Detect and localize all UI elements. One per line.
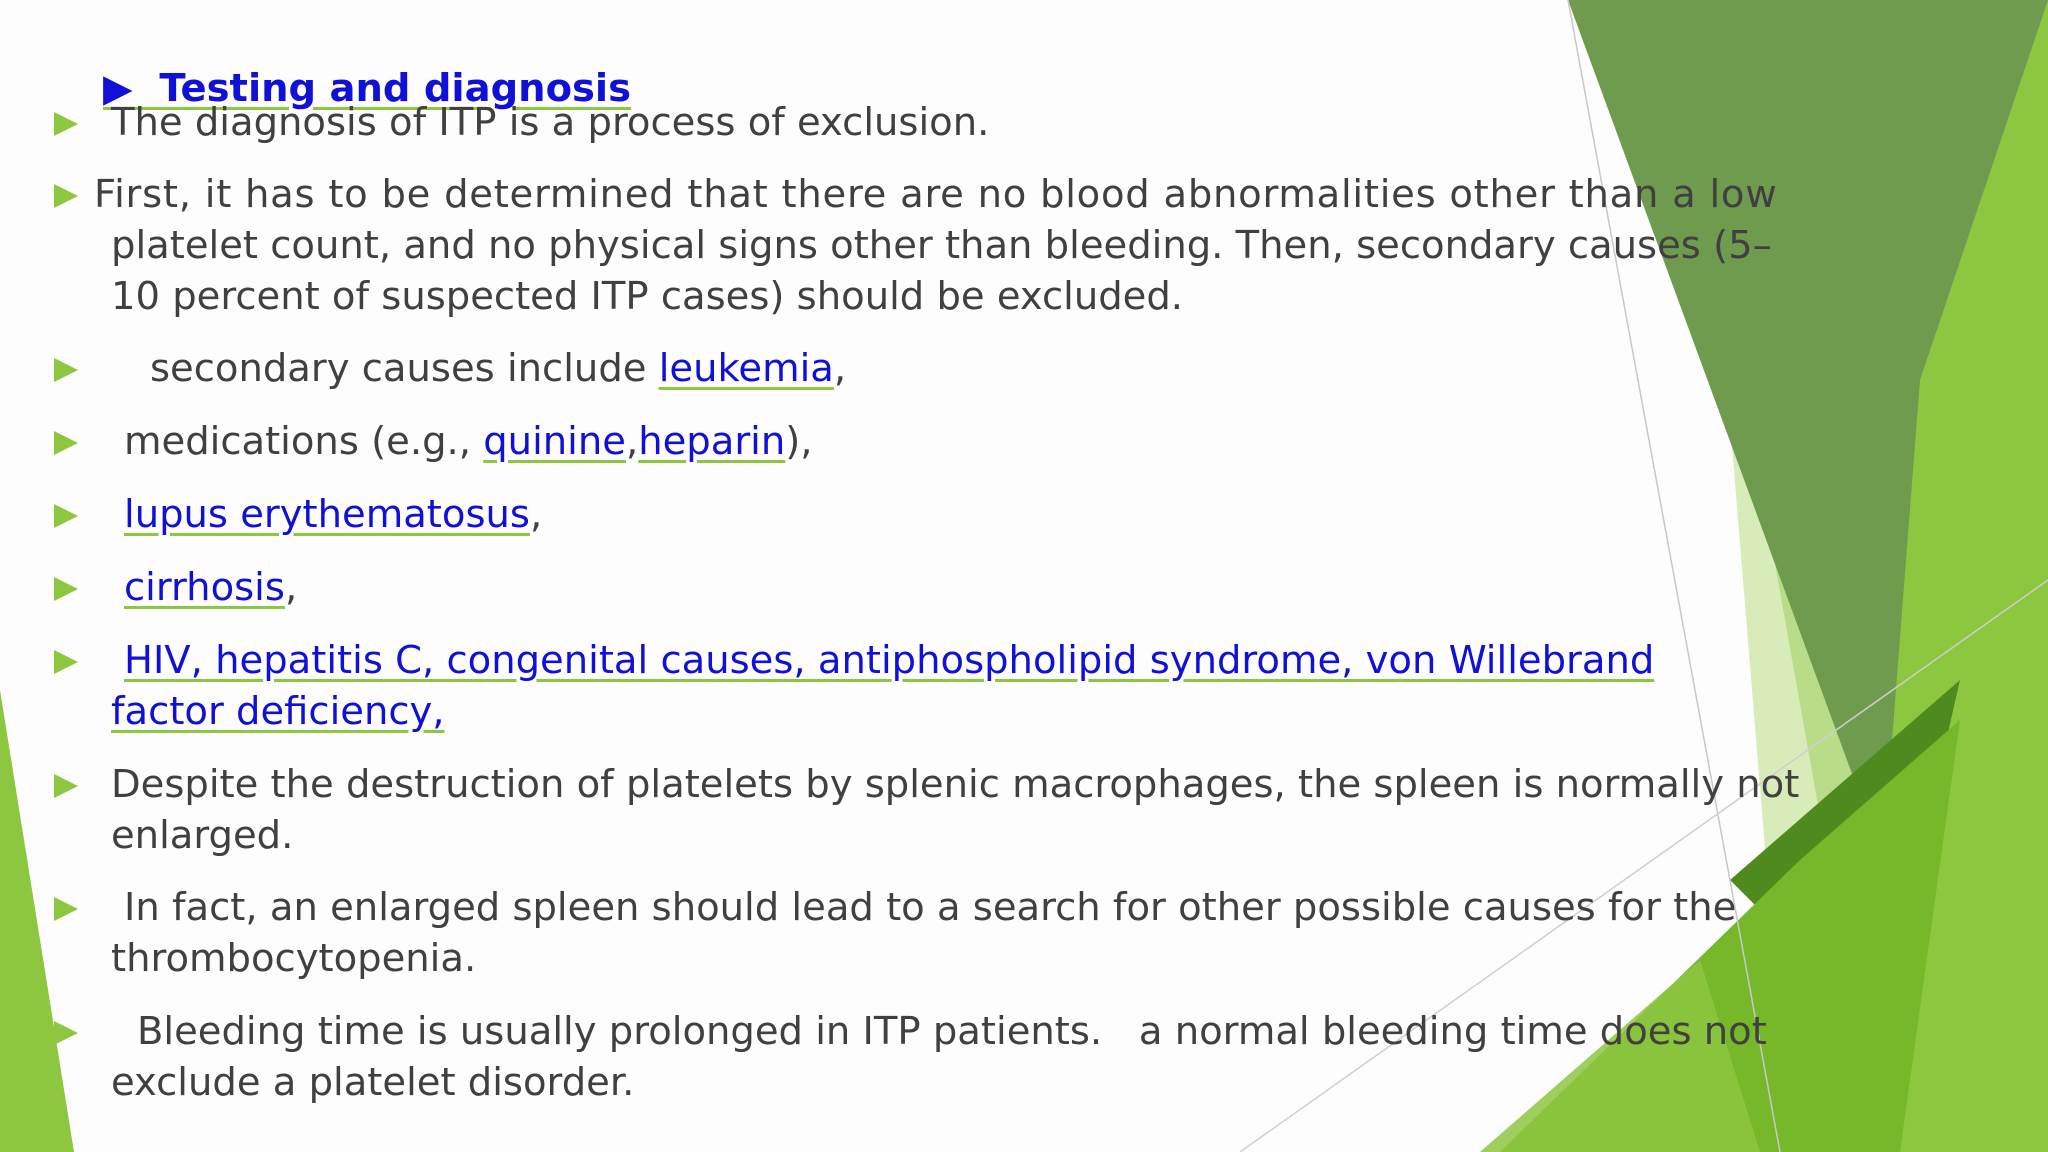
bullet-arrow-icon <box>54 774 78 798</box>
bullet-arrow-icon <box>54 1021 78 1045</box>
link-quinine[interactable]: quinine <box>483 419 626 464</box>
item-spleen-line-2: enlarged. <box>111 813 294 858</box>
bullet-arrow-icon <box>54 897 78 921</box>
link-heparin[interactable]: heparin <box>638 419 786 464</box>
medications-separator: , <box>625 419 639 464</box>
bullet-arrow-icon <box>54 358 78 382</box>
item-cirrhosis <box>124 565 298 610</box>
item-bleeding-line-2: exclude a platelet disorder. <box>111 1060 635 1105</box>
heading-link[interactable]: ▶ Testing and diagnosis <box>102 65 632 111</box>
item-first-line-2: platelet count, and no physical signs other than bleeding. Then, secondary causes (5– <box>111 223 1772 268</box>
item-enlarged-line-2: thrombocytopenia. <box>111 936 477 981</box>
lupus-suffix: , <box>529 492 543 537</box>
link-cirrhosis[interactable]: cirrhosis <box>124 565 285 610</box>
item-medications <box>124 419 813 464</box>
link-hiv-causes[interactable]: HIV, hepatitis C, congenital causes, antiphospholipid syndrome, von Willebrand <box>124 638 1655 683</box>
secondary-suffix: , <box>833 346 847 391</box>
item-hiv-line-1 <box>124 638 1655 683</box>
item-first-line-1: First, it has to be determined that there are no blood abnormalities other than a low <box>94 172 1778 217</box>
left-edge-facet <box>0 690 74 1152</box>
bullet-arrow-icon <box>54 112 78 136</box>
secondary-prefix: secondary causes include <box>150 346 659 391</box>
link-lupus-erythematosus[interactable]: lupus erythematosus <box>124 492 530 537</box>
item-first-line-3: 10 percent of suspected ITP cases) should be excluded. <box>111 274 1184 319</box>
item-secondary <box>150 346 847 391</box>
bullet-arrow-icon <box>54 431 78 455</box>
bullet-arrow-icon <box>54 184 78 208</box>
bullet-arrow-icon <box>54 577 78 601</box>
item-lupus <box>124 492 543 537</box>
medications-suffix: ), <box>785 419 813 464</box>
medications-prefix: medications (e.g., <box>124 419 484 464</box>
item-spleen-line-1: Despite the destruction of platelets by splenic macrophages, the spleen is normally not <box>111 762 1800 807</box>
item-exclusion: The diagnosis of ITP is a process of exclusion. <box>111 100 990 145</box>
item-hiv-line-2 <box>111 689 445 734</box>
link-factor-deficiency[interactable]: factor deficiency, <box>111 689 445 734</box>
bullet-arrow-icon <box>54 504 78 528</box>
bullet-arrow-icon <box>54 650 78 674</box>
item-bleeding-line-1: Bleeding time is usually prolonged in ITP patients. a normal bleeding time does not <box>137 1009 1767 1054</box>
item-enlarged-line-1: In fact, an enlarged spleen should lead to a search for other possible causes for the <box>124 885 1737 930</box>
cirrhosis-suffix: , <box>284 565 298 610</box>
link-leukemia[interactable]: leukemia <box>658 346 834 391</box>
